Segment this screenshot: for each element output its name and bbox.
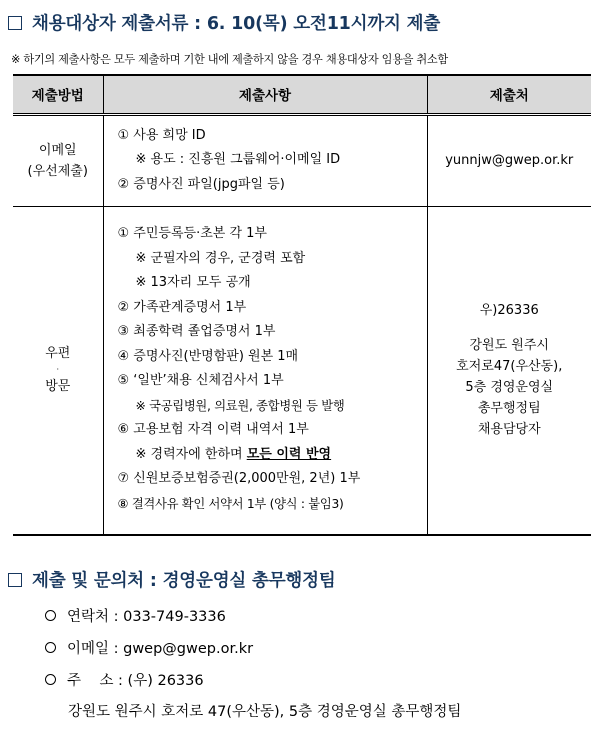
circle-bullet-icon xyxy=(45,642,56,653)
items-cell xyxy=(103,206,427,535)
circle-bullet-icon xyxy=(45,610,56,621)
contact-email xyxy=(45,637,253,658)
list-item: ① 사용 희망 ID xyxy=(117,127,206,143)
table-header-row xyxy=(13,75,591,114)
method-cell xyxy=(13,206,103,535)
list-item xyxy=(118,443,427,468)
method-cell xyxy=(13,114,103,206)
list-item: ⑤ ‘일반’채용 신체검사서 1부 xyxy=(117,373,284,389)
method-label: 방문 xyxy=(45,379,71,395)
table-row xyxy=(13,114,591,206)
list-item: ⑥ 고용보험 자격 이력 내역서 1부 xyxy=(117,422,309,438)
list-item: ※ 국공립병원, 의료원, 종합병원 등 발행 xyxy=(135,398,345,413)
section-title-text: 제출 및 문의처 : 경영운영실 총무행정팀 xyxy=(32,571,336,591)
address-line: 채용담당자 xyxy=(477,422,541,438)
list-item: ③ 최종학력 졸업증명서 1부 xyxy=(117,324,276,340)
list-item-text: ※ 경력자에 한하며 xyxy=(135,446,247,462)
list-item: ※ 13자리 모두 공개 xyxy=(135,275,251,291)
method-separator: · xyxy=(56,365,60,375)
contact-text: 연락처 : 033-749-3336 xyxy=(67,609,226,625)
list-item: ※ 용도 : 진흥원 그룹웨어·이메일 ID xyxy=(135,152,341,168)
place-cell xyxy=(427,114,591,206)
address-line: 총무행정팀 xyxy=(477,401,541,417)
contact-address-detail: 강원도 원주시 호저로 47(우산동), 5층 경영운영실 총무행정팀 xyxy=(68,704,462,720)
section-title-contact xyxy=(8,567,336,592)
method-label: (우선제출) xyxy=(27,163,88,179)
list-item: ② 증명사진 파일(jpg파일 등) xyxy=(117,176,285,192)
method-label: 이메일 xyxy=(38,142,77,158)
section-title-submission xyxy=(8,10,440,35)
header-place: 제출처 xyxy=(427,75,591,114)
submission-email[interactable]: yunnjw@gwep.or.kr xyxy=(445,153,574,168)
header-method: 제출방법 xyxy=(13,75,103,114)
place-cell xyxy=(427,206,591,535)
postal-code: 우)26336 xyxy=(479,303,539,319)
list-item: ⑦ 신원보증보험증권(2,000만원, 2년) 1부 xyxy=(117,471,361,487)
square-bullet-icon xyxy=(8,16,22,30)
address-line: 강원도 원주시 xyxy=(469,338,549,354)
list-item: ⑧ 결격사유 확인 서약서 1부 (양식 : 붙임3) xyxy=(117,496,344,511)
method-label: 우편 xyxy=(45,346,71,362)
list-item: ① 주민등록등·초본 각 1부 xyxy=(117,226,267,242)
table-row xyxy=(13,206,591,535)
emphasis-text: 모든 이력 반영 xyxy=(246,446,332,462)
header-items: 제출사항 xyxy=(103,75,427,114)
list-item: ※ 군필자의 경우, 군경력 포함 xyxy=(135,250,306,266)
address-line: 호저로47(우산동), xyxy=(456,359,563,375)
list-item: ④ 증명사진(반명함판) 원본 1매 xyxy=(117,348,299,364)
notice-text: ※ 하기의 제출사항은 모두 제출하며 기한 내에 제출하지 않을 경우 채용대상자 임용을 취소함 xyxy=(11,53,448,66)
circle-bullet-icon xyxy=(45,674,56,685)
square-bullet-icon xyxy=(8,573,22,587)
contact-text: 주 소 : (우) 26336 xyxy=(67,673,204,689)
address-line: 5층 경영운영실 xyxy=(465,380,554,396)
contact-address xyxy=(45,669,204,690)
section-title-text: 채용대상자 제출서류 : 6. 10(목) 오전11시까지 제출 xyxy=(32,14,441,34)
submission-table xyxy=(13,74,591,536)
contact-phone xyxy=(45,605,226,626)
items-cell xyxy=(103,114,427,206)
list-item: ② 가족관계증명서 1부 xyxy=(117,299,247,315)
contact-text[interactable]: 이메일 : gwep@gwep.or.kr xyxy=(67,641,254,657)
